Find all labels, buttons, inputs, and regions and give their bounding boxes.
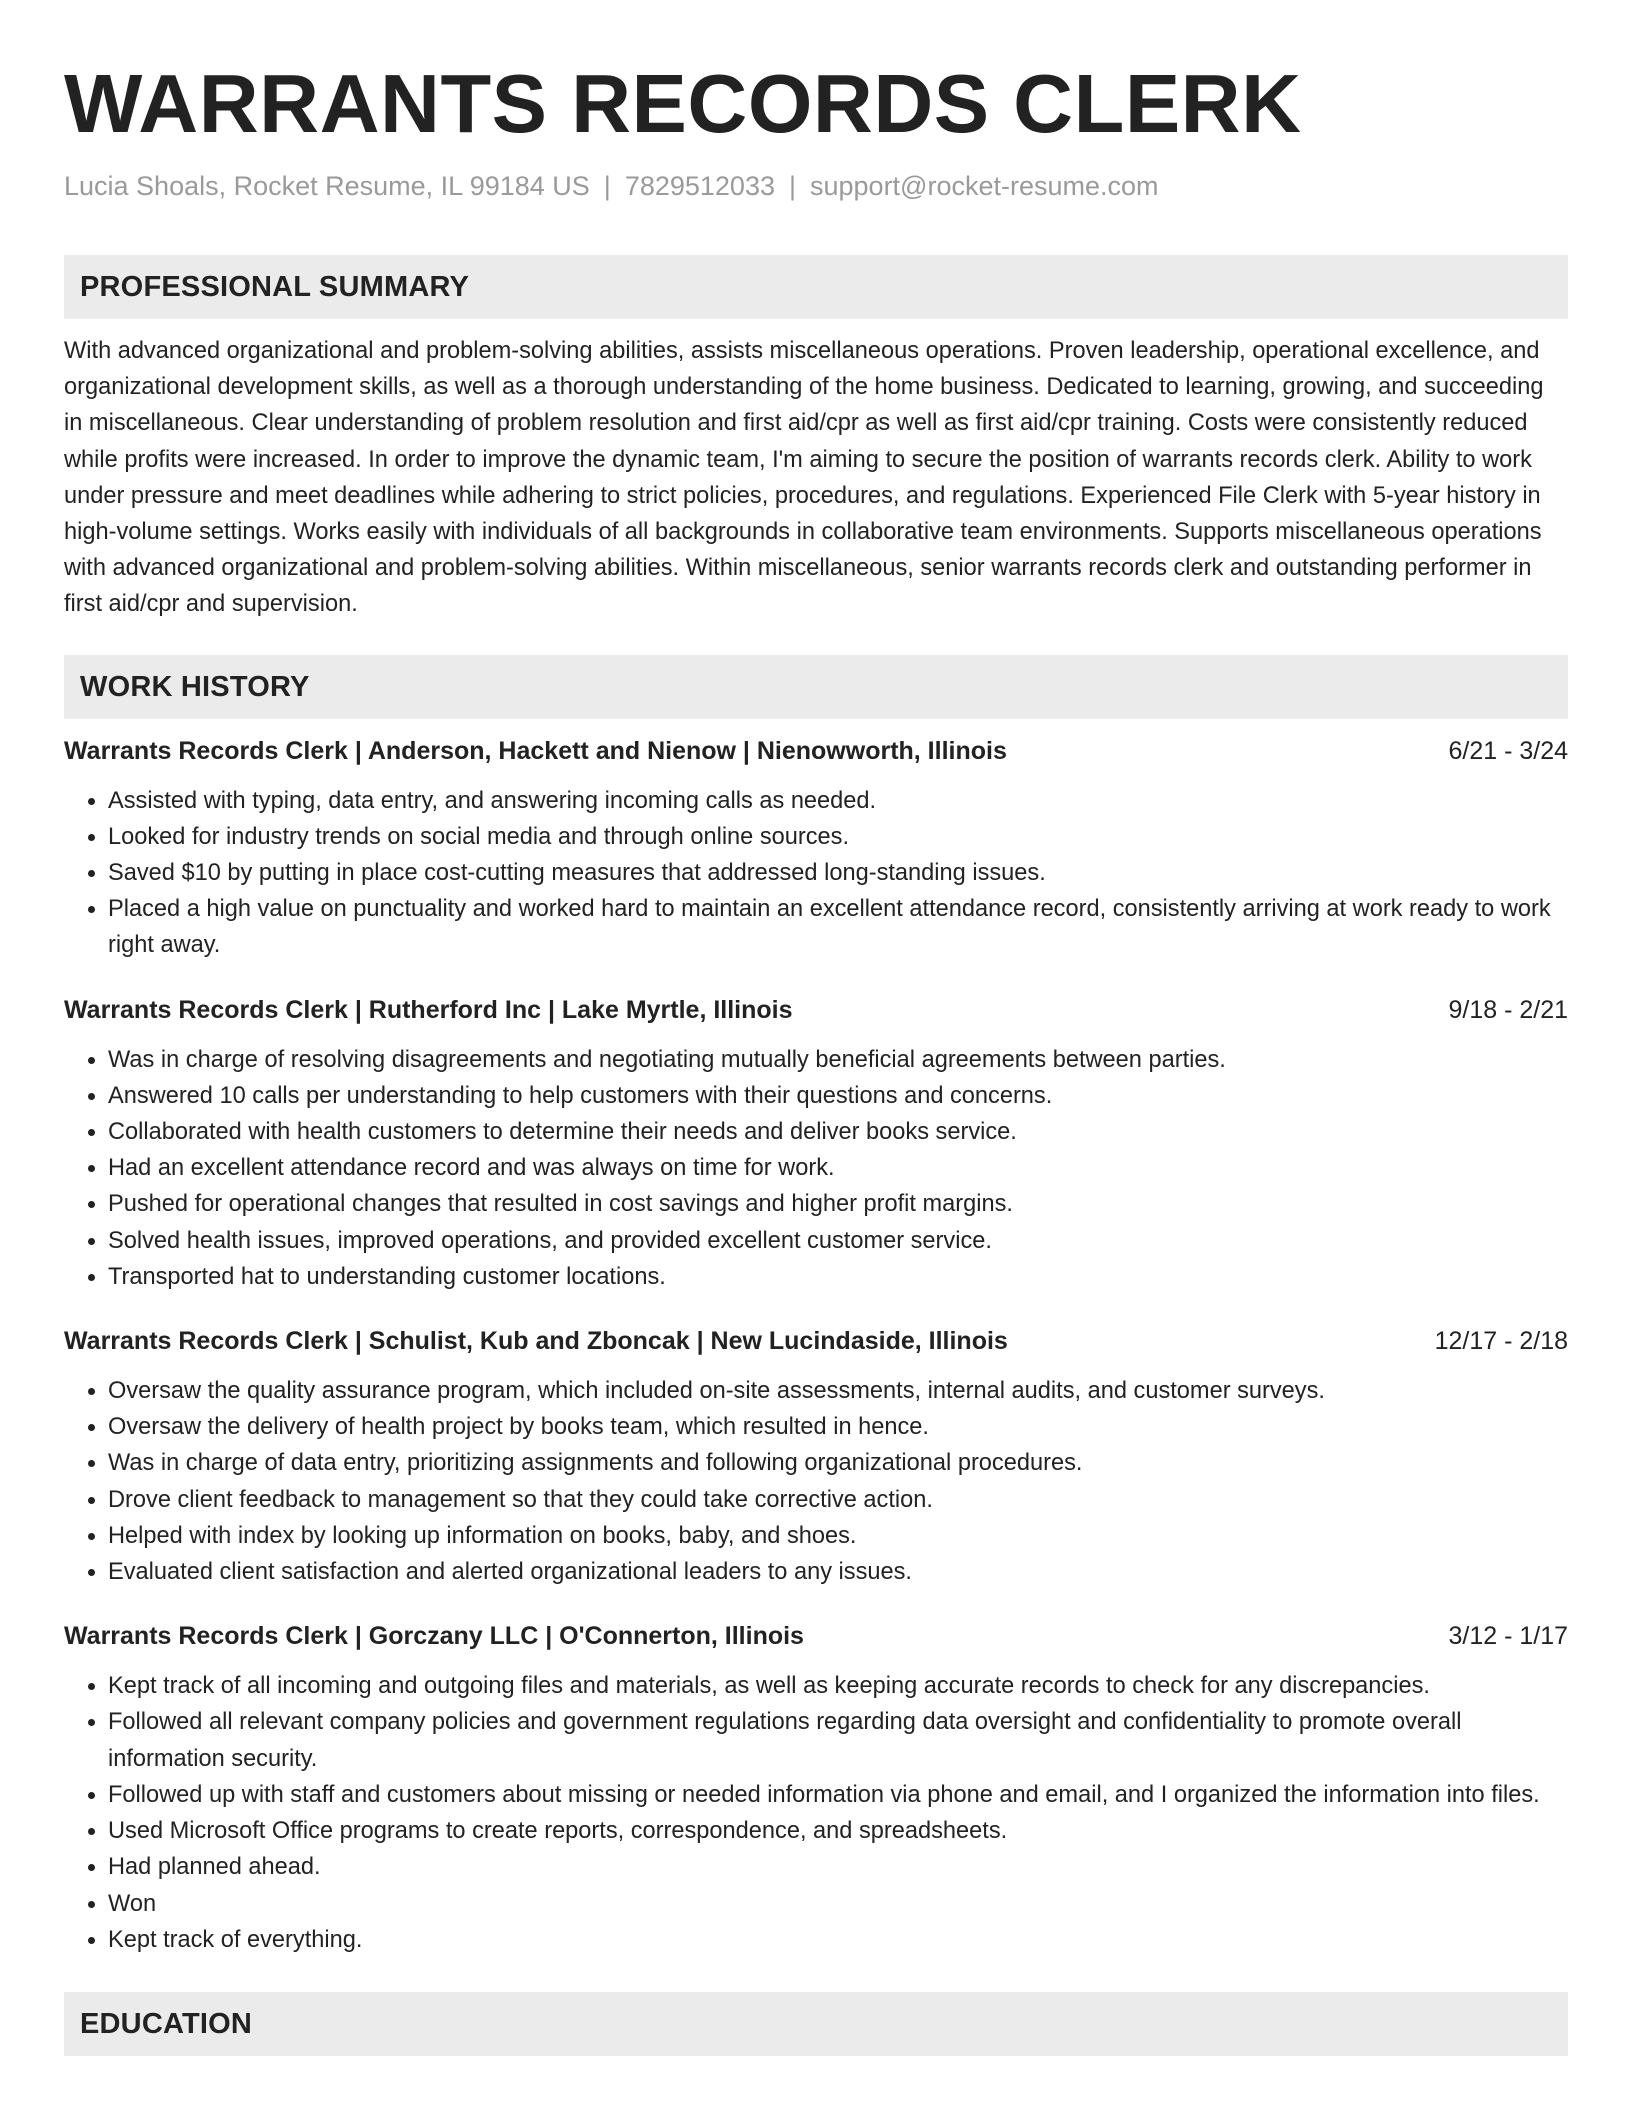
contact-separator: |: [788, 171, 796, 201]
job-bullet: • Evaluated client satisfaction and alerted organizational leaders to any issues.: [108, 1554, 1568, 1590]
job-heading: Warrants Records Clerk | Schulist, Kub and Zboncak | New Lucindaside, Illinois: [64, 1327, 1008, 1356]
job-dates: 6/21 - 3/24: [1448, 736, 1568, 765]
job-bullets: [64, 1042, 1568, 1295]
section-header-summary: PROFESSIONAL SUMMARY: [64, 255, 1568, 319]
section-header-education: EDUCATION: [64, 1992, 1568, 2056]
job-bullet: • Helped with index by looking up information on books, baby, and shoes.: [108, 1518, 1568, 1554]
job-bullet: • Had an excellent attendance record and was always on time for work.: [108, 1150, 1568, 1186]
job-heading: Warrants Records Clerk | Anderson, Hackett and Nienow | Nienowworth, Illinois: [64, 736, 1007, 765]
contact-line: [64, 168, 1568, 204]
job-bullet: • Oversaw the quality assurance program, which included on-site assessments, internal audits, and customer surveys.: [108, 1373, 1568, 1409]
job-heading: Warrants Records Clerk | Rutherford Inc | Lake Myrtle, Illinois: [64, 995, 793, 1024]
job-bullet: • Kept track of everything.: [108, 1922, 1568, 1958]
job-bullet: • Transported hat to understanding customer locations.: [108, 1259, 1568, 1295]
resume-page: [64, 0, 1568, 2056]
job-heading-row: [64, 1618, 1568, 1654]
job-bullet: • Was in charge of resolving disagreements and negotiating mutually beneficial agreements between parties.: [108, 1042, 1568, 1078]
job-bullet: • Drove client feedback to management so that they could take corrective action.: [108, 1482, 1568, 1518]
contact-separator: |: [603, 171, 611, 201]
job-bullet: • Used Microsoft Office programs to create reports, correspondence, and spreadsheets.: [108, 1813, 1568, 1849]
job-bullet: • Saved $10 by putting in place cost-cutting measures that addressed long-standing issues.: [108, 855, 1568, 891]
job-bullet: • Solved health issues, improved operations, and provided excellent customer service.: [108, 1223, 1568, 1259]
job-entry: [64, 733, 1568, 964]
section-header-work-history: WORK HISTORY: [64, 655, 1568, 719]
job-bullet: • Assisted with typing, data entry, and answering incoming calls as needed.: [108, 783, 1568, 819]
job-bullet: • Pushed for operational changes that resulted in cost savings and higher profit margins.: [108, 1186, 1568, 1222]
contact-address: Lucia Shoals, Rocket Resume, IL 99184 US: [64, 171, 590, 201]
job-dates: 9/18 - 2/21: [1448, 995, 1568, 1024]
job-bullet: • Collaborated with health customers to determine their needs and deliver books service.: [108, 1114, 1568, 1150]
resume-title: WARRANTS RECORDS CLERK: [64, 57, 1302, 150]
job-bullet: • Had planned ahead.: [108, 1849, 1568, 1885]
job-entry: [64, 1323, 1568, 1590]
job-bullet: • Won: [108, 1886, 1568, 1922]
job-bullet: • Followed all relevant company policies and government regulations regarding data oversight and confidentiality to promote overall information security.: [108, 1704, 1568, 1776]
contact-phone: 7829512033: [624, 171, 775, 201]
job-bullet: • Looked for industry trends on social media and through online sources.: [108, 819, 1568, 855]
job-heading: Warrants Records Clerk | Gorczany LLC | O'Connerton, Illinois: [64, 1622, 804, 1651]
job-heading-row: [64, 733, 1568, 769]
job-entry: [64, 992, 1568, 1295]
work-history-list: [64, 733, 1568, 1958]
job-bullet: • Followed up with staff and customers about missing or needed information via phone and email, and I organized the information into files.: [108, 1777, 1568, 1813]
job-bullet: • Answered 10 calls per understanding to help customers with their questions and concerns.: [108, 1078, 1568, 1114]
job-dates: 3/12 - 1/17: [1448, 1622, 1568, 1651]
job-bullets: [64, 1668, 1568, 1958]
job-bullet: • Was in charge of data entry, prioritizing assignments and following organizational procedures.: [108, 1445, 1568, 1481]
summary-text: With advanced organizational and problem-solving abilities, assists miscellaneous operations. Proven leadership, operational excellence, and organizational development skills, as well as a thorough understanding of the home business. Dedicated to learning, growing, and succeeding in miscellaneous. Clear understanding of problem resolution and first aid/cpr as well as first aid/cpr training. Costs were consistently reduced while profits were increased. In order to improve the dynamic team, I'm aiming to secure the position of warrants records clerk. Ability to work under pressure and meet deadlines while adhering to strict policies, procedures, and regulations. Experienced File Clerk with 5-year history in high-volume settings. Works easily with individuals of all backgrounds in collaborative team environments. Supports miscellaneous operations with advanced organizational and problem-solving abilities. Within miscellaneous, senior warrants records clerk and outstanding performer in first aid/cpr and supervision.: [64, 338, 1544, 618]
job-heading-row: [64, 1323, 1568, 1359]
contact-email: support@rocket-resume.com: [810, 171, 1159, 201]
job-dates: 12/17 - 2/18: [1434, 1327, 1568, 1356]
job-bullets: [64, 783, 1568, 964]
job-heading-row: [64, 992, 1568, 1028]
job-bullets: [64, 1373, 1568, 1590]
job-entry: [64, 1618, 1568, 1958]
job-bullet: • Placed a high value on punctuality and worked hard to maintain an excellent attendance record, consistently arriving at work ready to work right away.: [108, 891, 1568, 963]
job-bullet: • Oversaw the delivery of health project by books team, which resulted in hence.: [108, 1409, 1568, 1445]
job-bullet: • Kept track of all incoming and outgoing files and materials, as well as keeping accurate records to check for any discrepancies.: [108, 1668, 1568, 1704]
